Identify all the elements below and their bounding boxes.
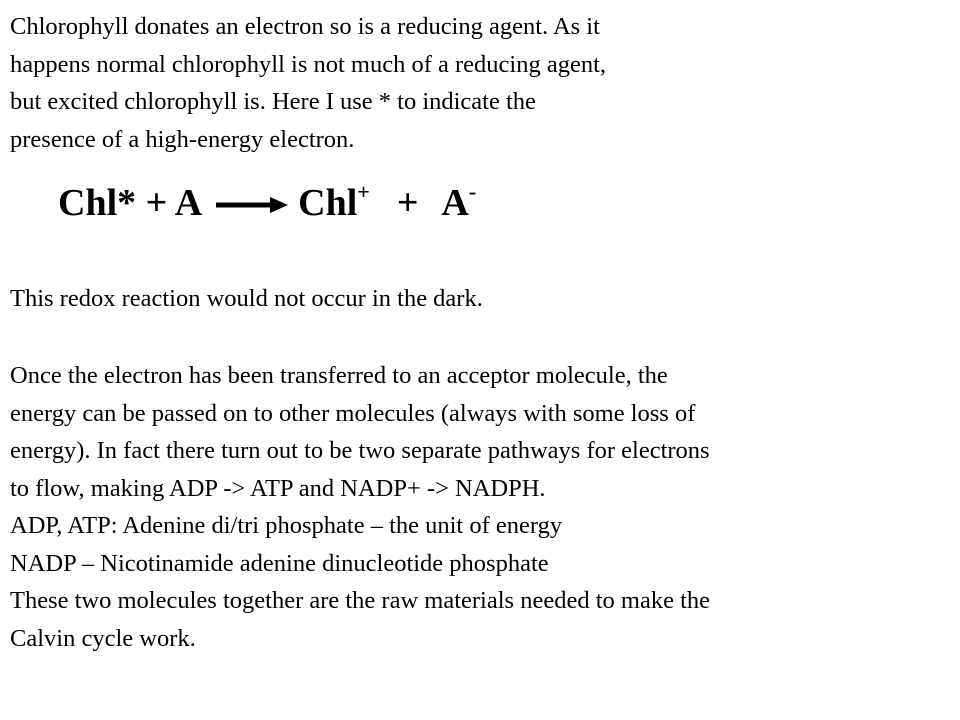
right-arrow-icon [216, 195, 288, 215]
intro-paragraph: Chlorophyll donates an electron so is a reducing agent. As it happens normal chlorophyll is not much of a reducing agent, but excited chlorophyll is. Here I use * to indicate the presence of a high-energy electron. [10, 13, 607, 153]
electron-transfer-paragraph: Once the electron has been transferred to an acceptor molecule, the energy can be passed on to other molecules (always with some loss of energy). In fact there turn out to be two separate pathways for electrons to flow, making ADP -> ATP and NADP+ -> NADPH. ADP, ATP: Adenine di/tri phosphate – the unit of energy NADP – Nicotinamide adenine dinucleotide phosphate These two molecules together are the raw materials needed to make the Calvin cycle work. [10, 362, 710, 652]
product-chlorophyll-cation [298, 179, 370, 224]
product-acceptor-label: A [441, 182, 469, 224]
reactant-chlorophyll-excited: Chl* [58, 182, 137, 224]
product-acceptor-charge: - [468, 179, 477, 204]
dark-reaction-note: This redox reaction would not occur in the dark. [10, 285, 483, 312]
equation-plus-2: + [396, 182, 419, 224]
product-chlorophyll-charge: + [357, 179, 370, 204]
product-acceptor-anion [441, 179, 477, 224]
redox-equation [58, 176, 476, 236]
reactant-acceptor: A [174, 182, 203, 224]
product-chlorophyll-label: Chl [298, 182, 358, 224]
equation-plus: + [145, 182, 168, 224]
